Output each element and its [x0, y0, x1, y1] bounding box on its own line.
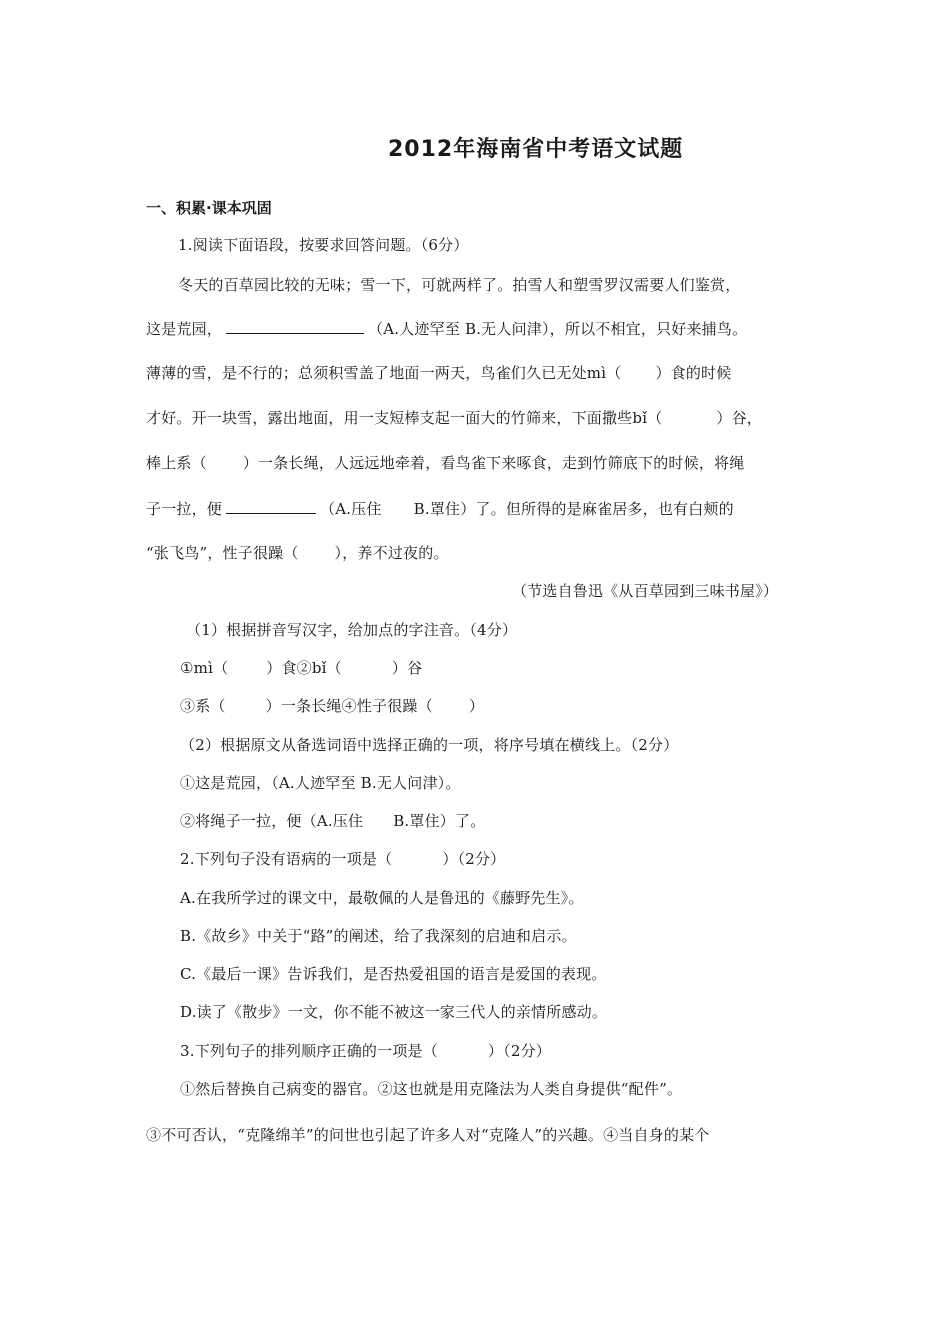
sub-text: B.罩住）了。: [393, 812, 486, 830]
passage-text: 子一拉，便: [146, 500, 223, 518]
q2-option-b: B.《故乡》中关于“路”的阐述，给了我深刻的启迪和启示。: [180, 927, 577, 945]
sub-text: ）谷: [391, 659, 423, 677]
q1-passage-line-1: 冬天的百草园比较的无味；雪一下，可就两样了。拍雪人和塑雪罗汉需要人们鉴赏，: [178, 276, 741, 294]
sub-text: ）食②bǐ（: [266, 659, 342, 677]
q2-option-d: D.读了《散步》一文，你不能不被这一家三代人的亲情所感动。: [180, 1003, 608, 1021]
q1-sub2-stem: （2）根据原文从备选词语中选择正确的一项，将序号填在横线上。（2分）: [180, 736, 679, 754]
passage-text: （A.人迹罕至 B.无人问津），所以不相宜，只好来捕鸟。: [368, 320, 748, 338]
q2-stem-text: 2.下列句子没有语病的一项是（: [180, 850, 393, 868]
passage-text: 才好。开一块雪，露出地面，用一支短棒支起一面大的竹筛来，下面撒些bǐ（: [146, 409, 663, 427]
section-heading: 一、积累·课本巩固: [146, 199, 272, 217]
exam-title: 2012年海南省中考语文试题: [388, 137, 684, 162]
q2-stem: [180, 849, 505, 869]
passage-text: 棒上系（: [146, 454, 207, 472]
q2-option-c: C.《最后一课》告诉我们，是否热爱祖国的语言是爱国的表现。: [180, 965, 607, 983]
passage-text: 薄薄的雪，是不行的；总须积雪盖了地面一两天，鸟雀们久已无处mì（: [146, 364, 622, 382]
sub-text: ③系（: [180, 697, 226, 715]
q1-passage-line-4: [146, 408, 762, 428]
q1-sub1-stem: （1）根据拼音写汉字，给加点的字注音。（4分）: [186, 621, 518, 639]
q3-sentences-line-1: ①然后替换自己病变的器官。②这也就是用克隆法为人类自身提供“配件”。: [180, 1080, 683, 1098]
q2-stem-text: ）（2分）: [442, 850, 506, 868]
q1-sub1-line-1: [180, 658, 422, 678]
q1-sub2-line-1: ①这是荒园，（A.人迹罕至 B.无人问津）。: [180, 774, 461, 792]
passage-text: ），养不过夜的。: [334, 544, 449, 562]
q3-stem-text: ）（2分）: [487, 1042, 551, 1060]
q1-passage-line-7: [146, 543, 449, 563]
passage-text: （A.压住: [320, 500, 382, 518]
passage-source: （节选自鲁迅《从百草园到三味书屋》）: [512, 582, 779, 600]
q1-sub1-line-2: [180, 696, 484, 716]
q3-stem: [180, 1041, 551, 1061]
passage-text: ）食的时候: [655, 364, 732, 382]
sub-text: ）: [468, 697, 485, 715]
sub-text: ）一条长绳④性子很躁（: [265, 697, 433, 715]
q1-sub2-line-2: [180, 811, 485, 831]
q1-passage-line-2: [146, 318, 747, 339]
q2-option-a: A.在我所学过的课文中，最敬佩的人是鲁迅的《藤野先生》。: [180, 889, 584, 907]
passage-text: ）谷，: [716, 409, 763, 427]
q1-passage-line-5: [146, 453, 744, 473]
sub-text: ①mì（: [180, 659, 229, 677]
passage-text: ）一条长绳，人远远地牵着，看鸟雀下来啄食，走到竹筛底下的时候，将绳: [242, 454, 745, 472]
q3-stem-text: 3.下列句子的排列顺序正确的一项是（: [180, 1042, 438, 1060]
q3-sentences-line-2: ③不可否认，“克隆绵羊”的问世也引起了许多人对“克隆人”的兴趣。④当自身的某个: [146, 1126, 710, 1144]
answer-blank-1[interactable]: [226, 318, 364, 334]
q1-passage-line-6: [146, 498, 734, 519]
q1-intro: 1.阅读下面语段，按要求回答问题。（6分）: [178, 236, 469, 254]
q1-passage-line-3: [146, 363, 731, 383]
passage-text: 这是荒园，: [146, 320, 223, 338]
passage-text: “张飞鸟”，性子很躁（: [146, 544, 299, 562]
sub-text: ②将绳子一拉，便（A.压住: [180, 812, 364, 830]
passage-text: B.罩住）了。但所得的是麻雀居多，也有白颊的: [413, 500, 734, 518]
answer-blank-2[interactable]: [226, 498, 316, 514]
